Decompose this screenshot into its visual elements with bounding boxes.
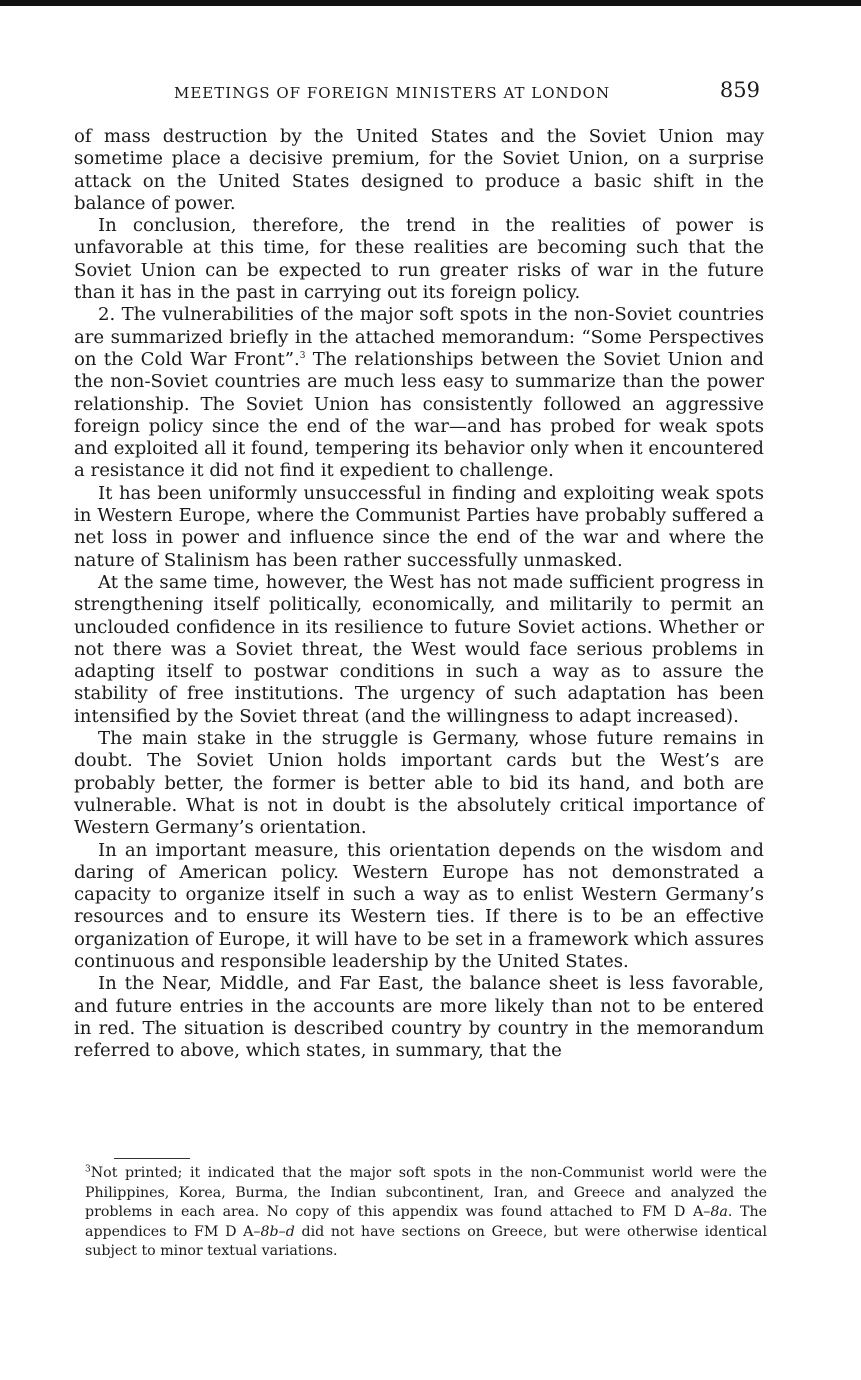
footnote-marker: 3 [85, 1164, 91, 1175]
page-header [74, 78, 764, 108]
footnote-reference-3[interactable]: 3 [299, 350, 306, 361]
footnote-ref-a: 8a [710, 1204, 728, 1221]
footnote-divider [114, 1158, 190, 1159]
paragraph-7: In an important measure, this orientation depends on the wisdom and daring of American policy. Western Europe has not demonstrated a capacity to organize itself in such a way as to enlist Western Germany’s resources and to ensure its Western ties. If there is to be an effective organization of Europe, it will have to be set in a framework which assures continuous and responsible leadership by the United States. [74, 839, 764, 972]
paragraph-4: It has been uniformly unsuccessful in finding and exploiting weak spots in Western Europe, where the Communist Parties have probably suffered a net loss in power and influence since the end of the war and where the nature of Stalinism has been rather successfully unmasked. [74, 482, 764, 571]
paragraph-6: The main stake in the struggle is Germany, whose future remains in doubt. The Soviet Union holds important cards but the West’s are probably better, the former is better able to bid its hand, and both are vulnerable. What is not in doubt is the absolutely critical importance of Western Germany’s orientation. [74, 728, 764, 839]
footnote-text-a: Not printed; it indicated that the major soft spots in the non-Communist world were the Philippines, Korea, Burma, the Indian subcontinent, Iran, and Greece and analyzed the problems in each area. No copy of this appendix was found attached to FM D A– [85, 1165, 767, 1221]
body-text [74, 126, 764, 1062]
paragraph-5: At the same time, however, the West has not made sufficient progress in strengthening itself politically, economically, and militarily to permit an unclouded confidence in its resilience to future Soviet actions. Whether or not there was a Soviet threat, the West would face serious problems in adapting itself to postwar conditions in such a way as to assure the stability of free institutions. The urgency of such adaptation has been intensified by the Soviet threat (and the willingness to adapt increased). [74, 571, 764, 727]
footnote-text-c: did not have sections on Greece, but were otherwise identical subject to minor textual variations. [85, 1223, 768, 1260]
top-border-rule [0, 0, 861, 6]
paragraph-3-continuation: The relationships between the Soviet Union and the non-Soviet countries are much less easy to summarize than the power relationship. The Soviet Union has consistently followed an aggressive foreign policy since the end of the war—and has probed for weak spots and exploited all it found, tempering its behavior only when it encountered a resistance it did not find it expedient to challenge. [74, 348, 764, 482]
paragraph-8: In the Near, Middle, and Far East, the balance sheet is less favorable, and future entries in the accounts are more likely than not to be entered in red. The situation is described country by country in the memorandum referred to above, which states, in summary, that the [74, 973, 764, 1062]
paragraph-1: of mass destruction by the United States and the Soviet Union may sometime place a decisive premium, for the Soviet Union, on a surprise attack on the United States designed to produce a basic shift in the balance of power. [74, 126, 764, 214]
footnote-text-b: . The appendices to FM D A– [85, 1204, 767, 1240]
page-number: 859 [719, 78, 760, 102]
paragraph-3 [74, 304, 764, 482]
footnote-ref-b: 8b–d [260, 1223, 295, 1240]
paragraph-3-start: 2. The vulnerabilities of the major soft spots in the non-Soviet countries are summarized briefly in the attached memorandum: “Some Perspectives on the Cold War Front”. [74, 304, 764, 370]
running-head: MEETINGS OF FOREIGN MINISTERS AT LONDON [174, 84, 611, 102]
paragraph-2: In conclusion, therefore, the trend in the realities of power is unfavorable at this time, for these realities are becoming such that the Soviet Union can be expected to run greater risks of war in the future than it has in the past in carrying out its foreign policy. [74, 215, 764, 304]
footnote-3 [85, 1164, 767, 1262]
